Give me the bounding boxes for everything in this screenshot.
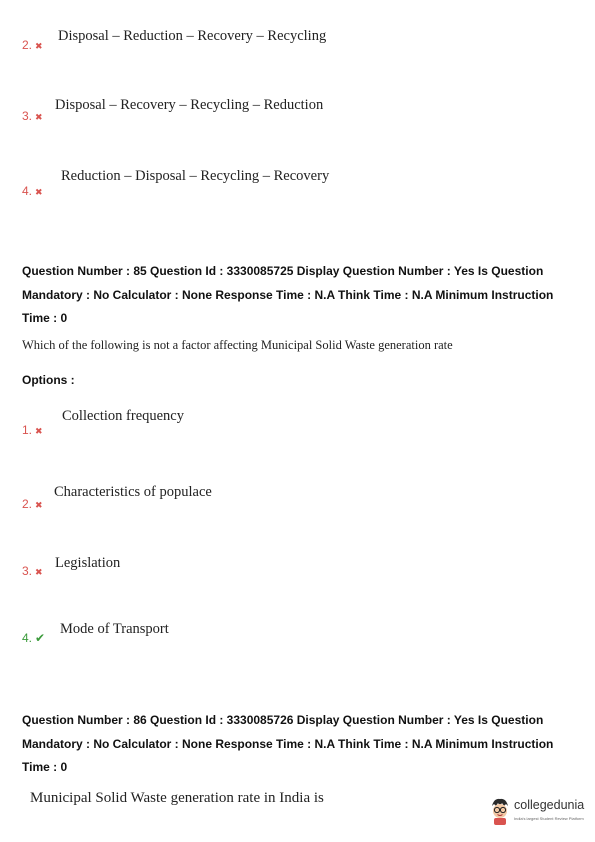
mascot-icon — [488, 796, 512, 826]
question-86-text: Municipal Solid Waste generation rate in India is — [30, 790, 324, 806]
logo-tagline: India's largest Student Review Platform — [514, 816, 584, 821]
option-text: Characteristics of populace — [54, 484, 212, 500]
option-number: 2. ✖ — [22, 497, 43, 511]
meta-line: Time : 0 — [22, 311, 68, 325]
option-number: 2. ✖ — [22, 38, 43, 52]
option-number: 4. ✔ — [22, 631, 46, 645]
option-number: 4. ✖ — [22, 184, 43, 198]
meta-line: Question Number : 85 Question Id : 3330085725 Display Question Number : Yes Is Question — [22, 264, 544, 278]
meta-line: Time : 0 — [22, 760, 68, 774]
option-number: 3. ✖ — [22, 109, 43, 123]
option-text: Disposal – Recovery – Recycling – Reduction — [55, 97, 324, 113]
option-text: Legislation — [55, 555, 121, 571]
logo-name: collegedunia — [514, 798, 585, 812]
question-85-text: Which of the following is not a factor affecting Municipal Solid Waste generation rate — [22, 338, 453, 352]
check-mark-icon: ✔ — [35, 631, 46, 645]
wrong-mark-icon: ✖ — [35, 426, 43, 436]
question-85-meta — [22, 260, 582, 331]
meta-line: Question Number : 86 Question Id : 3330085726 Display Question Number : Yes Is Question — [22, 713, 544, 727]
meta-line: Mandatory : No Calculator : None Response Time : N.A Think Time : N.A Minimum Instruction — [22, 736, 554, 751]
options-label: Options : — [22, 373, 75, 387]
collegedunia-logo — [488, 794, 588, 832]
option-text: Disposal – Reduction – Recovery – Recycling — [58, 28, 327, 44]
option-text: Reduction – Disposal – Recycling – Recovery — [61, 168, 330, 184]
wrong-mark-icon: ✖ — [35, 187, 43, 197]
question-86-meta — [22, 709, 582, 780]
meta-line: Mandatory : No Calculator : None Response Time : N.A Think Time : N.A Minimum Instruction — [22, 287, 554, 302]
wrong-mark-icon: ✖ — [35, 567, 43, 577]
option-text: Mode of Transport — [60, 621, 169, 637]
option-number: 3. ✖ — [22, 564, 43, 578]
option-text: Collection frequency — [62, 408, 184, 424]
wrong-mark-icon: ✖ — [35, 41, 43, 51]
option-number: 1. ✖ — [22, 423, 43, 437]
wrong-mark-icon: ✖ — [35, 500, 43, 510]
wrong-mark-icon: ✖ — [35, 112, 43, 122]
